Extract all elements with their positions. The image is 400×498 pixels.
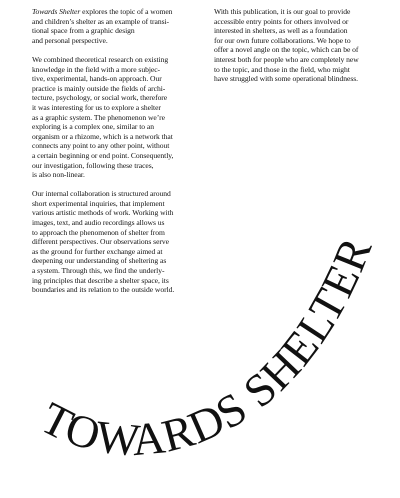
right-text-column: [214, 7, 374, 93]
collaboration-paragraph: Our internal collaboration is structured around short experimental inquiries, that implement various artistic methods of work. Working with images, text, and audio recordings allows us to approach the phenomenon of shelter from different perspectives. Our observations serve as the ground for further exchange aimed at deepening our understanding of sheltering as a system. Through this, we find the underly- ing principles that describe a shelter space, its boundaries and its relation to the outside world.: [32, 189, 175, 295]
left-text-column: [32, 7, 208, 304]
goal-paragraph: With this publication, it is our goal to provide accessible entry points for others involved or interested in shelters, as well as a foundation for our own future collaborations. We hope to offer a novel angle on the topic, which can be of interest both for people who are completely new to the topic, and those in the field, who might have struggled with some operational blindness.: [214, 7, 359, 84]
intro-title-italic: Towards Shelter: [32, 7, 81, 16]
method-paragraph: We combined theoretical research on existing knowledge in the field with a more subjec- tive, experimental, hands-on approach. Our practice is mainly outside the fields of archi- tecture, psychology, or social work, therefore it was interesting for us to explore a shelter as a graphic system. The phenomenon we’re exploring is a complex one, similar to an organism or a rhizome, which is a network that connects any point to any other point, without a certain beginning or end point. Consequently, our investigation, following these traces, is also non-linear.: [32, 54, 174, 180]
intro-paragraph: [32, 7, 208, 45]
arc-title-textpath: TOWARDS SHELTER: [33, 230, 382, 466]
intro-paragraph-text: explores the topic of a women and children’s shelter as an example of transi- tional space from a graphic design and personal perspective.: [32, 7, 173, 45]
